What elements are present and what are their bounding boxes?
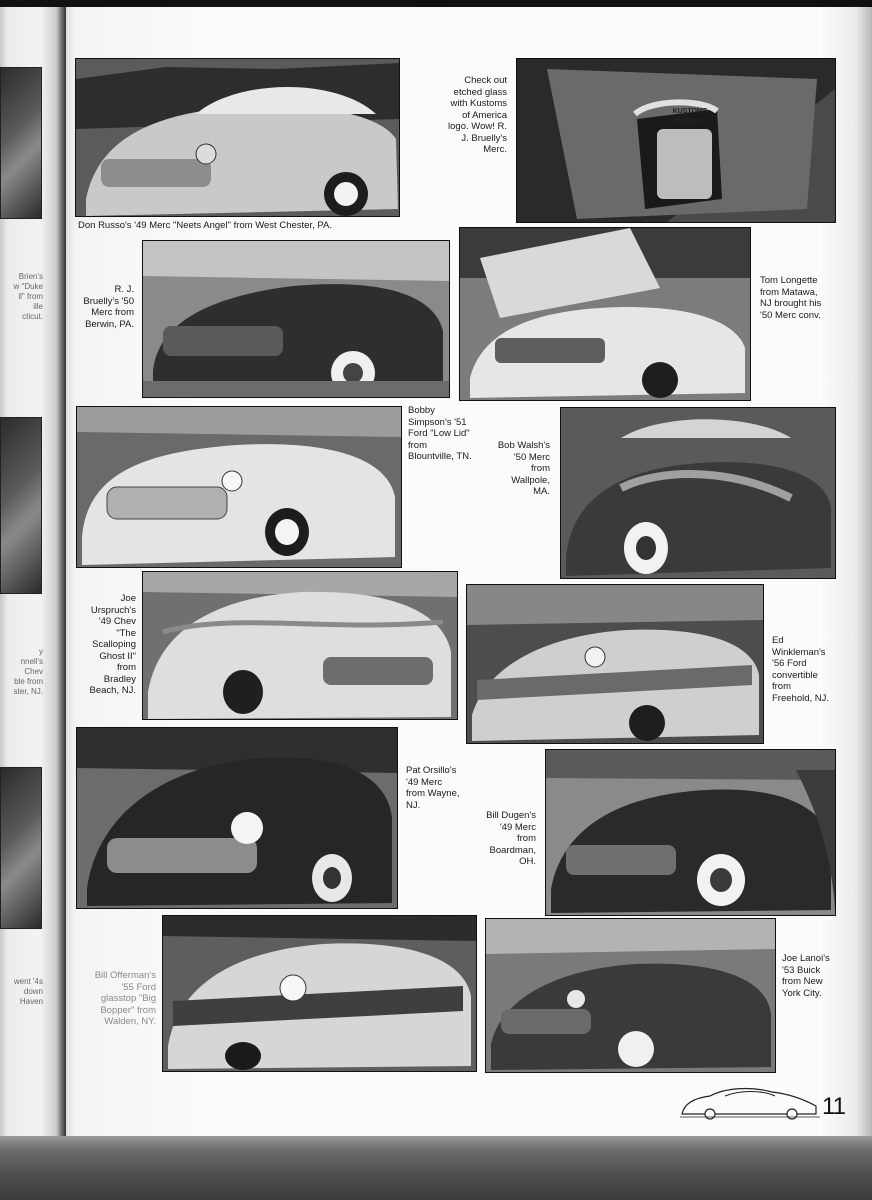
car-illustration: [460, 228, 750, 400]
prev-page-caption: went '4s down Haven: [13, 977, 43, 1006]
photo-simpson-51-ford: [76, 406, 402, 568]
photo-etched-glass: [516, 58, 836, 223]
photo-russo-49-merc: [75, 58, 400, 217]
car-illustration: [76, 59, 399, 216]
car-illustration: [467, 585, 763, 743]
photo-offerman-55-ford: [162, 915, 477, 1072]
photo-walsh-50-merc: [560, 407, 836, 579]
custom-car-logo-icon: [680, 1084, 820, 1120]
car-illustration: [561, 408, 835, 578]
car-illustration: [163, 916, 476, 1071]
car-illustration: [143, 572, 457, 719]
photo-bruelly-50-merc: [142, 240, 450, 398]
caption-russo: Don Russo's '49 Merc "Neets Angel" from West Chester, PA.: [78, 220, 332, 231]
previous-page-strip: [0, 7, 66, 1136]
page-number: 11: [822, 1093, 845, 1120]
prev-page-caption: Brien's w "Duke ll" from ille cticut.: [13, 272, 43, 321]
caption-etched-glass: Check out etched glass with Kustoms of America logo. Wow! R. J. Bruelly's Merc.: [448, 75, 507, 155]
prev-page-photo: [0, 417, 42, 594]
caption-lanoi: Joe Lanoi's '53 Buick from New York City.: [782, 953, 830, 999]
caption-dugen: Bill Dugen's '49 Merc from Boardman, OH.: [486, 810, 536, 867]
car-illustration: [77, 407, 401, 567]
car-illustration: [77, 728, 397, 908]
caption-winkleman: Ed Winkleman's '56 Ford convertible from Freehold, NJ.: [772, 635, 830, 704]
prev-page-caption: y nnell's Chev ble from ster, NJ.: [13, 647, 43, 696]
caption-bruelly: R. J. Bruelly's '50 Merc from Berwin, PA.: [83, 284, 134, 330]
car-illustration: [546, 750, 835, 915]
caption-urspruch: Joe Urspruch's '49 Chev "The Scalloping Ghost II" from Bradley Beach, NJ.: [89, 593, 136, 696]
caption-simpson: Bobby Simpson's '51 Ford "Low Lid" from Blountville, TN.: [408, 405, 472, 462]
scan-top-edge: [0, 0, 872, 7]
photo-longette-50-merc-conv: [459, 227, 751, 401]
caption-longette: Tom Longette from Matawa, NJ brought his '50 Merc conv.: [760, 275, 822, 321]
photo-urspruch-49-chev: [142, 571, 458, 720]
car-illustration: [143, 241, 449, 397]
photo-lanoi-53-buick: [485, 918, 776, 1073]
photo-winkleman-56-ford: [466, 584, 764, 744]
caption-offerman: Bill Offerman's '55 Ford glasstop "Big Bopper" from Walden, NY.: [94, 970, 156, 1027]
prev-page-photo: [0, 67, 42, 219]
scan-bottom-edge: [0, 1136, 872, 1200]
caption-orsillo: Pat Orsillo's '49 Merc from Wayne, NJ.: [406, 765, 460, 811]
etched-glass-illustration: [517, 59, 835, 222]
photo-orsillo-49-merc: [76, 727, 398, 909]
caption-walsh: Bob Walsh's '50 Merc from Wallpole, MA.: [497, 440, 550, 497]
car-illustration: [486, 919, 775, 1072]
kustoms-logo-text: KUSTOMS AMERICA: [672, 108, 708, 125]
prev-page-photo: [0, 767, 42, 929]
photo-dugen-49-merc: [545, 749, 836, 916]
